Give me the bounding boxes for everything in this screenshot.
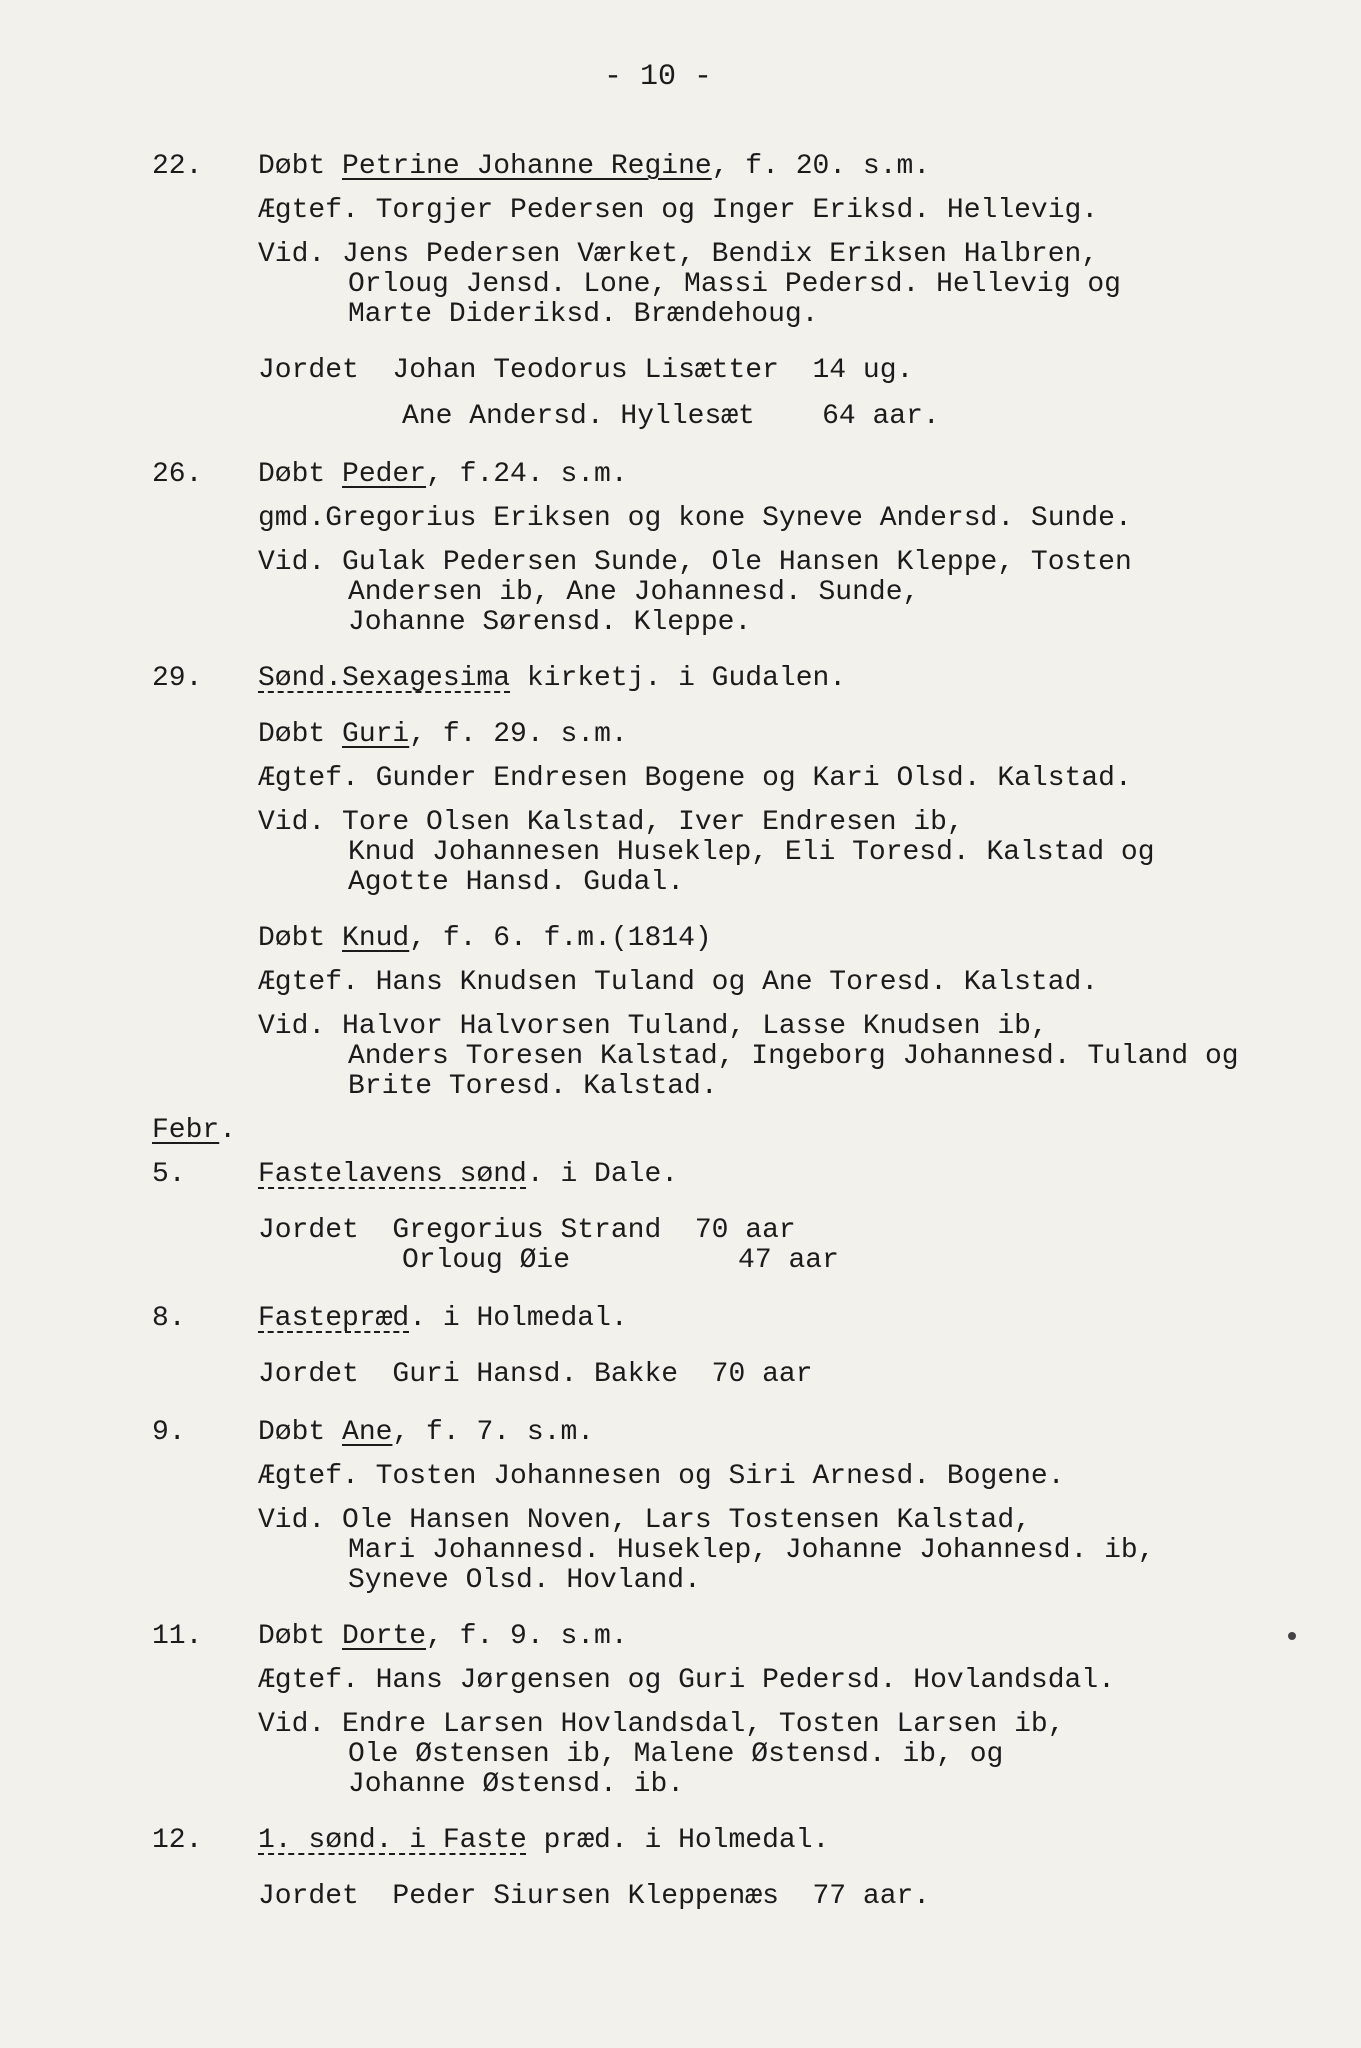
text-segment: . — [219, 1115, 237, 1146]
text-line — [152, 460, 202, 490]
text-segment: 8. — [152, 1303, 186, 1334]
text-segment: 12. — [152, 1825, 203, 1856]
text-segment: Ægtef. Hans Knudsen Tuland og Ane Toresd. Kalstad. — [258, 967, 1099, 998]
text-line — [348, 300, 818, 330]
text-segment: Ole Østensen ib, Malene Østensd. ib, og — [348, 1739, 1004, 1770]
text-segment: Knud Johannesen Huseklep, Eli Toresd. Kalstad og — [348, 837, 1155, 868]
text-line — [258, 1882, 930, 1912]
text-segment: Agotte Hansd. Gudal. — [348, 867, 685, 898]
text-line — [348, 1740, 1003, 1770]
text-segment: . i Dale. — [526, 1159, 679, 1190]
text-segment: Andersen ib, Ane Johannesd. Sunde, — [348, 577, 920, 608]
underlined-text: Ane — [342, 1417, 393, 1448]
underlined-text: Petrine Johanne Regine — [342, 151, 712, 182]
underlined-text: Knud — [342, 923, 410, 954]
text-segment: Ane Andersd. Hyllesæt 64 aar. — [402, 401, 940, 432]
text-line — [258, 1666, 1115, 1696]
text-line — [258, 1360, 813, 1390]
underlined-text: 1. sønd. i Faste — [258, 1825, 527, 1856]
text-line — [258, 1304, 628, 1334]
text-line — [258, 764, 1132, 794]
text-segment: Marte Dideriksd. Brændehoug. — [348, 299, 819, 330]
text-segment: . i Holmedal. — [409, 1303, 628, 1334]
text-line — [258, 240, 1098, 270]
text-line — [258, 1622, 628, 1652]
text-segment: , f. 29. s.m. — [409, 719, 628, 750]
text-segment: Brite Toresd. Kalstad. — [348, 1071, 718, 1102]
text-segment: Vid. Endre Larsen Hovlandsdal, Tosten Larsen ib, — [258, 1709, 1065, 1740]
text-line — [152, 1116, 236, 1146]
text-segment: Vid. Tore Olsen Kalstad, Iver Endresen ib, — [258, 807, 964, 838]
text-line — [258, 924, 712, 954]
text-segment: , f. 6. f.m.(1814) — [409, 923, 712, 954]
text-line — [152, 1160, 186, 1190]
text-line — [258, 1710, 1065, 1740]
text-line — [258, 1506, 1031, 1536]
text-segment: Døbt — [258, 719, 343, 750]
text-segment: , f.24. s.m. — [426, 459, 628, 490]
text-line — [348, 1536, 1155, 1566]
text-segment: Orloug Jensd. Lone, Massi Pedersd. Hellevig og — [348, 269, 1121, 300]
text-segment: 9. — [152, 1417, 186, 1448]
text-line — [402, 402, 940, 432]
text-segment: Døbt — [258, 1621, 343, 1652]
text-segment: Jordet Peder Siursen Kleppenæs 77 aar. — [258, 1881, 931, 1912]
text-line — [152, 152, 202, 182]
underlined-text: Peder — [342, 459, 427, 490]
text-segment: Ægtef. Gunder Endresen Bogene og Kari Olsd. Kalstad. — [258, 763, 1132, 794]
text-line — [258, 1418, 594, 1448]
text-segment: Ægtef. Tosten Johannesen og Siri Arnesd. Bogene. — [258, 1461, 1065, 1492]
text-line — [152, 1418, 186, 1448]
text-line — [258, 504, 1132, 534]
text-line — [258, 1462, 1065, 1492]
text-segment: Ægtef. Torgjer Pedersen og Inger Eriksd. Hellevig. — [258, 195, 1099, 226]
text-line — [348, 1770, 684, 1800]
text-segment: 5. — [152, 1159, 186, 1190]
text-line — [258, 1826, 829, 1856]
text-line — [258, 664, 846, 694]
text-segment: Vid. Halvor Halvorsen Tuland, Lasse Knudsen ib, — [258, 1011, 1048, 1042]
underlined-text: Febr — [152, 1115, 220, 1146]
text-line — [348, 578, 919, 608]
text-line — [348, 608, 751, 638]
text-segment: 22. — [152, 151, 203, 182]
text-line — [152, 1826, 202, 1856]
text-segment: Døbt — [258, 151, 343, 182]
text-line — [258, 808, 964, 838]
text-line — [258, 1160, 678, 1190]
text-segment: gmd.Gregorius Eriksen og kone Syneve Andersd. Sunde. — [258, 503, 1132, 534]
text-line — [258, 1216, 796, 1246]
text-segment: Vid. Jens Pedersen Værket, Bendix Eriksen Halbren, — [258, 239, 1099, 270]
text-line — [348, 1072, 718, 1102]
text-segment: 11. — [152, 1621, 203, 1652]
text-segment: 26. — [152, 459, 203, 490]
text-line — [348, 868, 684, 898]
text-line — [258, 720, 628, 750]
text-segment: 29. — [152, 663, 203, 694]
page-number: - 10 - — [604, 60, 713, 94]
text-segment: Syneve Olsd. Hovland. — [348, 1565, 701, 1596]
text-line — [258, 152, 930, 182]
text-segment: præd. i Holmedal. — [526, 1825, 830, 1856]
text-segment: Ægtef. Hans Jørgensen og Guri Pedersd. Hovlandsdal. — [258, 1665, 1115, 1696]
underlined-text: Sønd.Sexagesima — [258, 663, 511, 694]
text-segment: Johanne Sørensd. Kleppe. — [348, 607, 752, 638]
text-line — [152, 1622, 202, 1652]
text-line — [258, 460, 628, 490]
underlined-text: Fastelavens sønd — [258, 1159, 527, 1190]
text-segment: Døbt — [258, 459, 343, 490]
text-segment: Mari Johannesd. Huseklep, Johanne Johannesd. ib, — [348, 1535, 1155, 1566]
text-segment: , f. 20. s.m. — [711, 151, 931, 182]
ink-speck — [1288, 1632, 1296, 1640]
text-line — [258, 968, 1098, 998]
text-line — [348, 838, 1155, 868]
text-line — [348, 1042, 1239, 1072]
text-segment: Orloug Øie 47 aar — [402, 1245, 839, 1276]
underlined-text: Fastepræd — [258, 1303, 410, 1334]
text-line — [258, 548, 1132, 578]
text-segment: Jordet Johan Teodorus Lisætter 14 ug. — [258, 355, 914, 386]
text-segment: , f. 7. s.m. — [392, 1417, 595, 1448]
text-line — [152, 1304, 186, 1334]
text-segment: kirketj. i Gudalen. — [510, 663, 847, 694]
text-segment: Jordet Gregorius Strand 70 aar — [258, 1215, 796, 1246]
text-line — [348, 1566, 701, 1596]
underlined-text: Guri — [342, 719, 410, 750]
text-segment: Johanne Østensd. ib. — [348, 1769, 685, 1800]
underlined-text: Dorte — [342, 1621, 427, 1652]
text-segment: Vid. Ole Hansen Noven, Lars Tostensen Kalstad, — [258, 1505, 1031, 1536]
text-line — [152, 664, 202, 694]
text-segment: Anders Toresen Kalstad, Ingeborg Johannesd. Tuland og — [348, 1041, 1239, 1072]
text-segment: , f. 9. s.m. — [426, 1621, 628, 1652]
text-line — [258, 1012, 1048, 1042]
text-line — [402, 1246, 839, 1276]
text-segment: Vid. Gulak Pedersen Sunde, Ole Hansen Kleppe, Tosten — [258, 547, 1132, 578]
text-segment: Døbt — [258, 923, 343, 954]
text-line — [348, 270, 1121, 300]
text-line — [258, 356, 913, 386]
text-segment: Jordet Guri Hansd. Bakke 70 aar — [258, 1359, 813, 1390]
text-line — [258, 196, 1098, 226]
text-segment: Døbt — [258, 1417, 343, 1448]
